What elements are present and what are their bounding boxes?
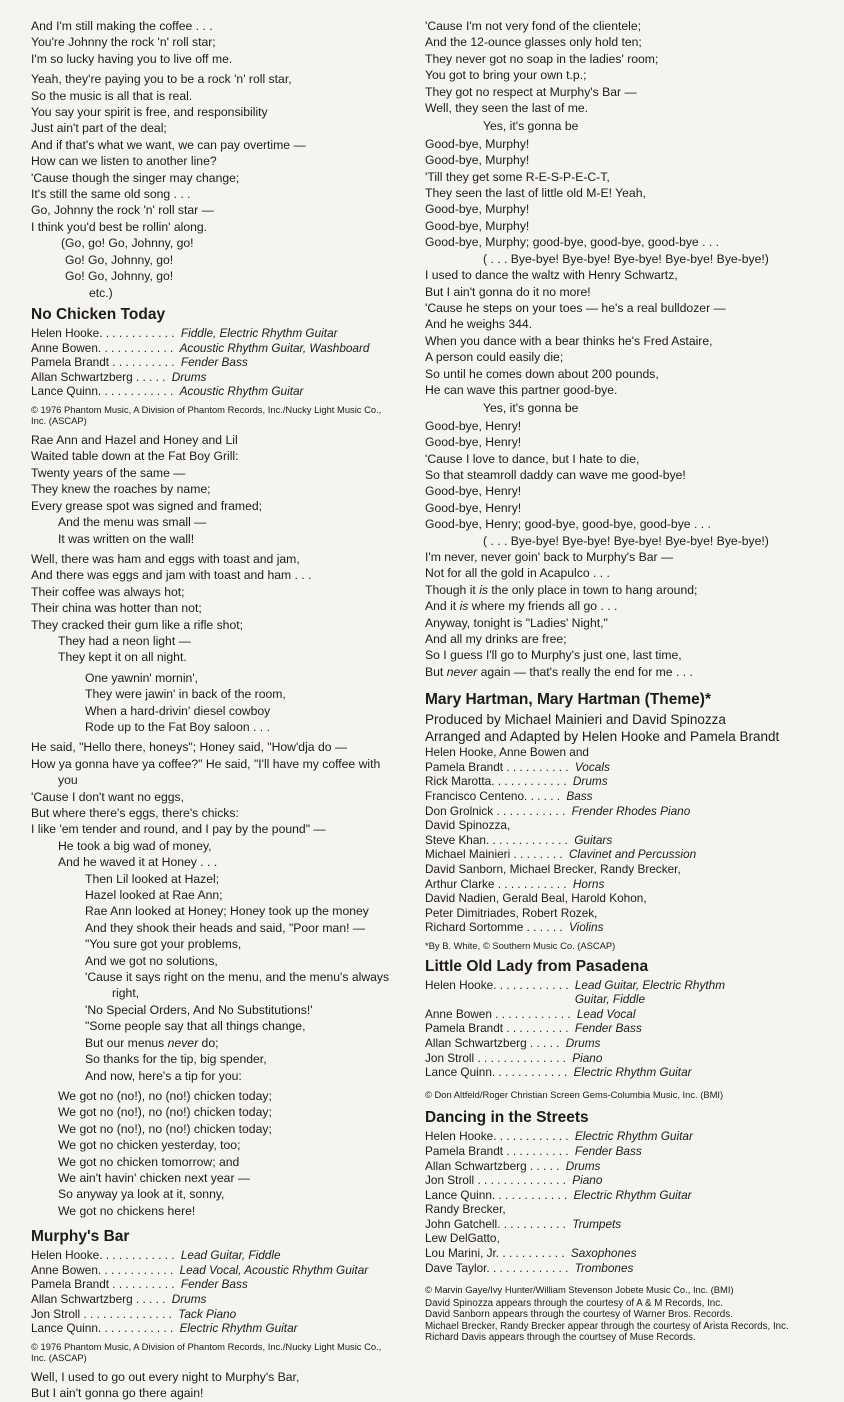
lyric-line: But where there's eggs, there's chicks: (31, 806, 239, 820)
lyric-line: 'Cause I'm not very fond of the clientele; (425, 19, 642, 33)
lyric-line: We got no (no!), no (no!) chicken today; (58, 1088, 272, 1103)
lyric-line: We got no chickens here! (58, 1203, 196, 1218)
lyric-line: You say your spirit is free, and responsibility (31, 105, 268, 120)
lyric-line: But I ain't gonna do it no more! (425, 284, 591, 299)
lyric-line: ( . . . Bye-bye! Bye-bye! Bye-bye! Bye-bye! Bye-bye!) (483, 533, 769, 548)
lyric-line: So thanks for the tip, big spender, (85, 1052, 267, 1067)
lyric-line: "Some people say that all things change, (85, 1019, 306, 1034)
copyright-notice: © Don Altfeld/Roger Christian Screen Gems-Columbia Music, Inc. (BMI) (425, 1088, 724, 1100)
lyric-line: Anyway, tonight is "Ladies' Night," (425, 615, 608, 630)
credits-dancing-in-the-streets (425, 1129, 820, 1275)
song-title-dancing-in-the-streets: Dancing in the Streets (425, 1109, 589, 1127)
lyric-line: Hazel looked at Rae Ann; (85, 888, 223, 903)
lyric-line: "You sure got your problems, (85, 937, 242, 952)
lyric-line: Good-bye, Henry! (425, 435, 522, 450)
lyric-line: 'Cause though the singer may change; (31, 170, 240, 185)
lyric-line: Their china was hotter than not; (31, 601, 202, 616)
lyric-line: But I ain't gonna go there again! (31, 1386, 204, 1401)
credits-murphys-bar (31, 1248, 397, 1336)
credit-row: Lou Marini, Jr. . . . . . . . . . . Saxophones (425, 1246, 637, 1261)
lyric-line: I used to dance the waltz with Henry Schwartz, (425, 268, 678, 283)
lyric-line: Waited table down at the Fat Boy Grill: (31, 449, 239, 464)
credit-row: Allan Schwartzberg . . . . . Drums (425, 1158, 601, 1173)
lyric-line: So that steamroll daddy can wave me good-bye! (425, 467, 686, 482)
credit-row: David Nadien, Gerald Beal, Harold Kohon, (425, 891, 647, 906)
lyric-line: But our menus never do; (85, 1035, 219, 1050)
lyric-line: Though it is the only place in town to hang around; (425, 582, 698, 597)
lyric-line: They never got no soap in the ladies' room; (425, 51, 659, 66)
credits-no-chicken-today (31, 326, 397, 399)
lyric-line: But never again — that's really the end for me . . . (425, 664, 693, 679)
lyric-line: So anyway ya look at it, sonny, (58, 1187, 225, 1202)
lyric-line: Rode up to the Fat Boy saloon . . . (85, 719, 270, 734)
credit-row: Pamela Brandt . . . . . . . . . . Fender Bass (425, 1021, 642, 1036)
lyric-line: We got no (no!), no (no!) chicken today; (58, 1105, 272, 1120)
lyric-line: Good-bye, Henry! (425, 500, 522, 515)
lyric-line: They had a neon light — (58, 633, 191, 648)
lyric-line: Good-bye, Henry! (425, 484, 522, 499)
lyric-line: Well, there was ham and eggs with toast and jam, (31, 551, 300, 566)
lyric-line: He can wave this partner good-bye. (425, 382, 618, 397)
lyric-line: Good-bye, Henry; good-bye, good-bye, good-bye . . . (425, 517, 711, 532)
credit-row: Lew DelGatto, (425, 1231, 500, 1246)
right-column (425, 18, 820, 1343)
song-title-little-old-lady: Little Old Lady from Pasadena (425, 957, 649, 975)
lyric-line: You're Johnny the rock 'n' roll star; (31, 35, 216, 50)
lyric-line: They kept it on all night. (58, 650, 187, 665)
song-title-mary-hartman: Mary Hartman, Mary Hartman (Theme)* (425, 691, 711, 709)
credit-row: Helen Hooke. . . . . . . . . . . . Lead Guitar, Fiddle (31, 1248, 281, 1263)
footnote: *By B. White, © Southern Music Co. (ASCAP) (425, 939, 616, 951)
credit-row: Helen Hooke. . . . . . . . . . . . Lead Guitar, Electric Rhythm Guitar, Fiddle (425, 977, 726, 1007)
lyric-line: Go! Go, Johnny, go! (65, 269, 174, 284)
lyric-line: Good-bye, Murphy! (425, 136, 530, 151)
lyric-line: And if that's what we want, we can pay overtime — (31, 137, 306, 152)
refrain-label: Yes, it's gonna be (483, 119, 579, 134)
continued-lyrics (31, 18, 397, 301)
courtesy-note: Richard Davis appears through the courtsey of Muse Records. (425, 1332, 696, 1344)
credits-little-old-lady (425, 978, 820, 1080)
lyric-line: ( . . . Bye-bye! Bye-bye! Bye-bye! Bye-bye! Bye-bye!) (483, 251, 769, 266)
credit-row: Allan Schwartzberg . . . . . Drums (31, 1291, 207, 1306)
lyric-line: It's still the same old song . . . (31, 187, 191, 202)
lyric-line: He said, "Hello there, honeys"; Honey said, "How'dja do — (31, 740, 348, 755)
credit-row: Pamela Brandt . . . . . . . . . . Vocals (425, 759, 610, 774)
credit-row: Steve Khan. . . . . . . . . . . . . Guitars (425, 832, 613, 847)
lyric-line: We got no (no!), no (no!) chicken today; (58, 1121, 272, 1136)
lyrics-murphys-bar-continued (425, 18, 820, 680)
credit-row: Lance Quinn. . . . . . . . . . . . Electric Rhythm Guitar (31, 1321, 298, 1336)
lyric-line: Go! Go, Johnny, go! (65, 252, 174, 267)
credit-row: Anne Bowen. . . . . . . . . . . . Acoustic Rhythm Guitar, Washboard (31, 340, 370, 355)
lyric-line: Rae Ann and Hazel and Honey and Lil (31, 433, 238, 448)
lyric-line: And the 12-ounce glasses only hold ten; (425, 35, 642, 50)
lyric-line: Good-bye, Murphy! (425, 153, 530, 168)
credit-row: Lance Quinn. . . . . . . . . . . . Electric Rhythm Guitar (425, 1187, 692, 1202)
lyric-line: I'm never, never goin' back to Murphy's Bar — (425, 550, 674, 564)
lyric-line: When you dance with a bear thinks he's Fred Astaire, (425, 333, 713, 348)
lyric-line: We ain't havin' chicken next year — (58, 1170, 251, 1185)
credit-row: Helen Hooke. . . . . . . . . . . . Electric Rhythm Guitar (425, 1129, 693, 1144)
credit-row: Allan Schwartzberg . . . . . Drums (425, 1035, 601, 1050)
credit-row: Dave Taylor. . . . . . . . . . . . . Trombones (425, 1260, 634, 1275)
lyric-line: We got no chicken yesterday, too; (58, 1138, 241, 1153)
credits-mary-hartman (425, 745, 820, 935)
lyric-line: 'Cause I don't want no eggs, (31, 789, 185, 804)
lyric-line: And we got no solutions, (85, 953, 218, 968)
lyric-line: Go, Johnny the rock 'n' roll star — (31, 203, 214, 218)
credit-row: Pamela Brandt . . . . . . . . . . Fender Bass (31, 355, 248, 370)
lyric-line: Yeah, they're paying you to be a rock 'n' roll star, (31, 72, 292, 87)
lyric-line: They were jawin' in back of the room, (85, 687, 286, 702)
lyric-line: Their coffee was always hot; (31, 584, 185, 599)
lyric-line: And the menu was small — (58, 515, 207, 530)
credit-row: David Sanborn, Michael Brecker, Randy Brecker, (425, 862, 681, 876)
lyric-line: We got no chicken tomorrow; and (58, 1154, 240, 1169)
lyric-line: Every grease spot was signed and framed; (31, 498, 263, 513)
lyric-line: 'Cause he steps on your toes — he's a real bulldozer — (425, 300, 726, 315)
producer-credit: Produced by Michael Mainieri and David Spinozza (425, 712, 726, 728)
song-title-murphys-bar: Murphy's Bar (31, 1228, 130, 1246)
lyric-line: (Go, go! Go, Johnny, go! (61, 236, 194, 251)
credit-row: Randy Brecker, (425, 1202, 506, 1217)
lyric-line: One yawnin' mornin', (85, 670, 199, 685)
lyric-line: And now, here's a tip for you: (85, 1068, 242, 1083)
lyric-line: So until he comes down about 200 pounds, (425, 366, 659, 381)
lyric-line: Twenty years of the same — (31, 465, 186, 480)
lyric-line: They cracked their gum like a rifle shot; (31, 617, 244, 632)
credit-row: David Spinozza, (425, 818, 511, 833)
lyric-line: They seen the last of little old M-E! Yeah, (425, 186, 646, 201)
credit-row: Peter Dimitriades, Robert Rozek, (425, 905, 598, 920)
lyric-line: They knew the roaches by name; (31, 482, 211, 497)
lyric-line: 'Cause it says right on the menu, and the menu's always right, (85, 970, 390, 1001)
lyric-line: And all my drinks are free; (425, 632, 567, 647)
credit-row: Lance Quinn. . . . . . . . . . . . Electric Rhythm Guitar (425, 1065, 692, 1080)
credit-row: Jon Stroll . . . . . . . . . . . . . . Tack Piano (31, 1306, 237, 1321)
lyric-line: So I guess I'll go to Murphy's just one, last time, (425, 648, 682, 663)
credit-row: Jon Stroll . . . . . . . . . . . . . . Piano (425, 1050, 603, 1065)
credit-row: Arthur Clarke . . . . . . . . . . . Horns (425, 876, 605, 891)
credit-row: Richard Sortomme . . . . . . Violins (425, 920, 604, 935)
credit-row: Helen Hooke. . . . . . . . . . . . Fiddle, Electric Rhythm Guitar (31, 325, 338, 340)
lyric-line: Just ain't part of the deal; (31, 121, 167, 136)
lyric-line: And it is where my friends all go . . . (425, 599, 618, 614)
lyric-line: So the music is all that is real. (31, 88, 193, 103)
lyric-line: I think you'd best be rollin' along. (31, 219, 208, 234)
credit-row: Pamela Brandt . . . . . . . . . . Fender Bass (425, 1143, 642, 1158)
credit-row: Rick Marotta. . . . . . . . . . . . Drums (425, 774, 608, 789)
credit-row: Anne Bowen. . . . . . . . . . . . Lead Vocal, Acoustic Rhythm Guitar (31, 1262, 369, 1277)
lyric-line: How ya gonna have ya coffee?" He said, "I'll have my coffee with you (31, 756, 381, 788)
lyric-line: And there was eggs and jam with toast and ham . . . (31, 568, 312, 583)
copyright-notice: © 1976 Phantom Music, A Division of Phantom Records, Inc./Nucky Light Music Co., Inc. (ASCAP) (31, 403, 382, 427)
lyric-line: You got to bring your own t.p.; (425, 68, 587, 83)
lyric-line: How can we listen to another line? (31, 154, 217, 169)
lyric-line: It was written on the wall! (58, 531, 195, 546)
credit-row: Pamela Brandt . . . . . . . . . . Fender Bass (31, 1277, 248, 1292)
lyric-line: I like 'em tender and round, and I pay by the pound" — (31, 822, 326, 837)
courtesy-note: David Spinozza appears through the courtesy of A & M Records, Inc. (425, 1297, 723, 1309)
lyric-line: And he weighs 344. (425, 317, 533, 332)
courtesy-note: David Sanborn appears through the courtesy of Warner Bros. Records. (425, 1309, 733, 1321)
lyric-line: Then Lil looked at Hazel; (85, 871, 220, 886)
refrain-label: Yes, it's gonna be (483, 401, 579, 416)
lyric-line: Good-bye, Murphy; good-bye, good-bye, good-bye . . . (425, 235, 720, 250)
lyric-line: etc.) (89, 285, 113, 300)
lyric-line: They got no respect at Murphy's Bar — (425, 84, 637, 99)
credit-row: Lance Quinn. . . . . . . . . . . . Acoustic Rhythm Guitar (31, 384, 304, 399)
credit-row: Helen Hooke, Anne Bowen and (425, 745, 589, 760)
copyright-notice: © Marvin Gaye/Ivy Hunter/William Stevenson Jobete Music Co., Inc. (BMI) (425, 1284, 734, 1296)
copyright-notice: © 1976 Phantom Music, A Division of Phantom Records, Inc./Nucky Light Music Co., Inc. (ASCAP) (31, 1340, 382, 1364)
credit-row: Francisco Centeno. . . . . . Bass (425, 789, 593, 804)
credit-row: Don Grolnick . . . . . . . . . . . Frender Rhodes Piano (425, 803, 691, 818)
credit-row: Anne Bowen . . . . . . . . . . . . Lead Vocal (425, 1006, 636, 1021)
lyric-line: When a hard-drivin' diesel cowboy (85, 703, 271, 718)
credit-row: Jon Stroll . . . . . . . . . . . . . . Piano (425, 1173, 603, 1188)
lyric-line: Good-bye, Murphy! (425, 202, 530, 217)
lyrics-no-chicken-today (31, 432, 397, 1219)
lyric-line: He took a big wad of money, (58, 838, 212, 853)
credit-row: Allan Schwartzberg . . . . . Drums (31, 369, 207, 384)
credit-row: John Gatchell. . . . . . . . . . . Trumpets (425, 1216, 622, 1231)
arranger-credit: Arranged and Adapted by Helen Hooke and Pamela Brandt (425, 729, 780, 745)
lyric-line: A person could easily die; (425, 350, 564, 365)
lyric-line: Well, I used to go out every night to Murphy's Bar, (31, 1369, 300, 1384)
lyric-line: Well, they seen the last of me. (425, 101, 589, 116)
lyric-line: And I'm still making the coffee . . . (31, 19, 213, 33)
lyric-line: Rae Ann looked at Honey; Honey took up the money (85, 904, 369, 919)
left-column (31, 18, 397, 1402)
lyric-line: 'Till they get some R-E-S-P-E-C-T, (425, 169, 610, 184)
lyrics-murphys-bar-start (31, 1369, 397, 1402)
lyric-line: Not for all the gold in Acapulco . . . (425, 566, 610, 581)
song-title-no-chicken-today: No Chicken Today (31, 305, 166, 323)
lyric-line: 'Cause I love to dance, but I hate to die, (425, 451, 640, 466)
lyric-line: Good-bye, Murphy! (425, 218, 530, 233)
lyric-line: 'No Special Orders, And No Substitutions!' (85, 1002, 313, 1017)
lyric-line: And he waved it at Honey . . . (58, 855, 218, 870)
lyric-line: Good-bye, Henry! (425, 418, 522, 433)
lyric-line: And they shook their heads and said, "Poor man! — (85, 920, 366, 935)
courtesy-note: Michael Brecker, Randy Brecker appear through the courtesy of Arista Records, Inc. (425, 1320, 789, 1332)
courtesy-notes (425, 1298, 820, 1344)
lyric-line: I'm so lucky having you to live off me. (31, 51, 233, 66)
credit-row: Michael Mainieri . . . . . . . . Clavinet and Percussion (425, 847, 697, 862)
